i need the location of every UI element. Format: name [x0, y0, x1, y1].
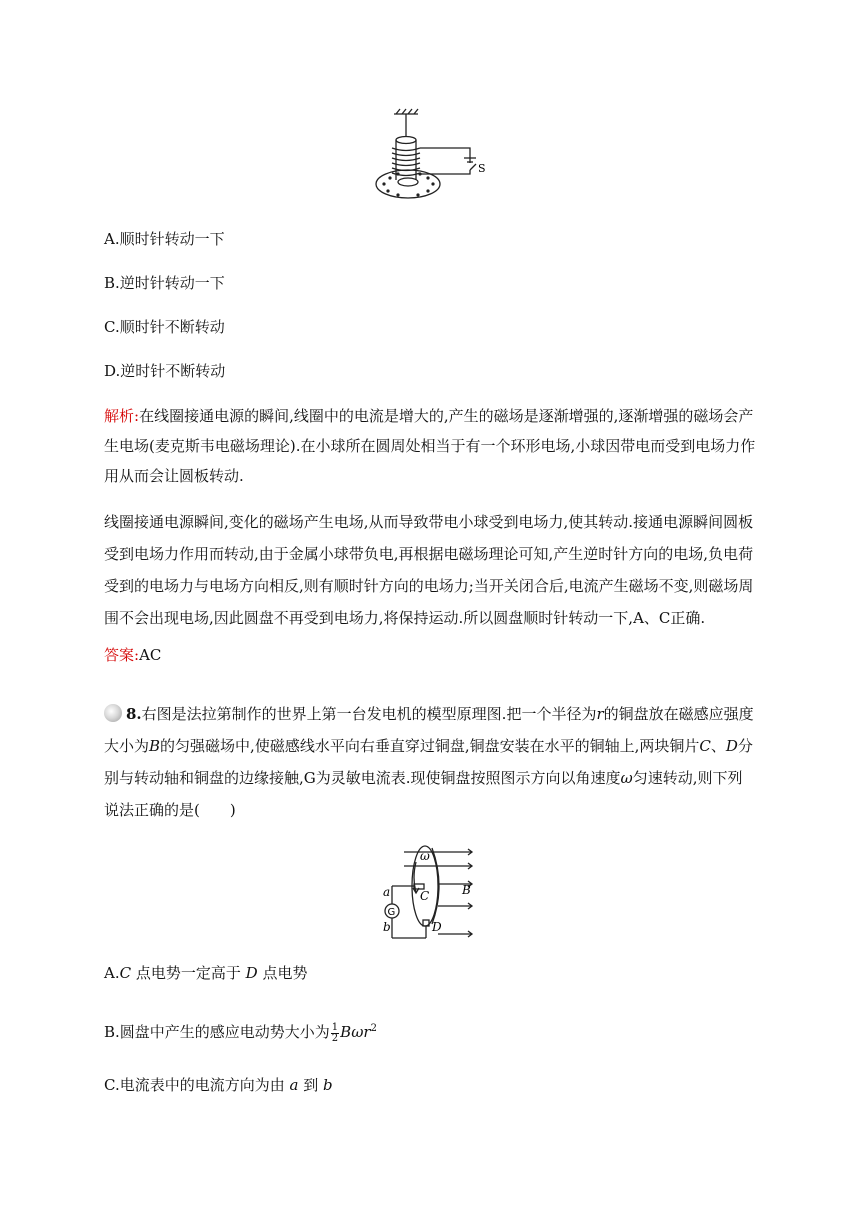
label-c: C [420, 889, 430, 903]
analysis-paragraph [104, 401, 756, 491]
option-d: D.逆时针不断转动 [104, 362, 226, 380]
answer-line [104, 644, 161, 666]
label-d: D [432, 920, 442, 934]
analysis-text: 在线圈接通电源的瞬间,线圈中的电流是增大的,产生的磁场是逐渐增强的,逐渐增强的磁场会产生电场(麦克斯韦电磁场理论).在小球所在圆周处相当于有一个环形电场,小球因带电而受到电场力作用从而会让圆板转动. [104, 407, 756, 485]
option-c: C.顺时针不断转动 [104, 318, 225, 336]
fraction-one-half: $\frac{1}{2}$ [331, 1021, 339, 1044]
question-bullet-icon [104, 704, 122, 722]
q8-option-a: A.C 点电势一定高于 D 点电势 [104, 964, 308, 982]
explanation-paragraph: 线圈接通电源瞬间,变化的磁场产生电场,从而导致带电小球受到电场力,使其转动.接通电源瞬间圆板受到电场力作用而转动,由于金属小球带负电,再根据电磁场理论可知,产生逆时针方向的电场,负电荷受到的电场力与电场方向相反,则有顺时针方向的电场力;当开关闭合后,电流产生磁场不变,则磁场周围不会出现电场,因此圆盘不再受到电场力,将保持运动.所以圆盘顺时针转动一下,A、C正确. [104, 513, 754, 627]
galvanometer-label: G [387, 907, 396, 918]
q8-option-b: B.圆盘中产生的感应电动势大小为 $\frac{1}{2}$ Bωr$^2$ [104, 1021, 377, 1044]
label-a: a [383, 885, 391, 899]
answer-value: AC [139, 646, 162, 664]
switch-label: S [478, 162, 486, 175]
coil-disk-figure [370, 108, 500, 204]
question-8-stem: 8.右图是法拉第制作的世界上第一台发电机的模型原理图.把一个半径为r的铜盘放在磁感应强度大小为B的匀强磁场中,使磁感线水平向右垂直穿过铜盘,铜盘安装在水平的铜轴上,两块铜片C、D分别与转动轴和铜盘的边缘接触,G为灵敏电流表.现使铜盘按照图示方向以角速度ω匀速转动,则下列说法正确的是( ) [104, 705, 754, 819]
option-a: A.顺时针转动一下 [104, 230, 225, 248]
answer-label: 答案: [104, 646, 140, 664]
label-b-wire: b [383, 920, 391, 934]
label-omega: ω [420, 849, 430, 863]
question-number: 8. [126, 705, 142, 723]
analysis-label: 解析: [104, 407, 140, 425]
option-b: B.逆时针转动一下 [104, 274, 225, 292]
faraday-disk-figure [380, 838, 490, 944]
label-b-field: B [462, 883, 471, 897]
q8-option-c: C.电流表中的电流方向为由 a 到 b [104, 1076, 333, 1094]
